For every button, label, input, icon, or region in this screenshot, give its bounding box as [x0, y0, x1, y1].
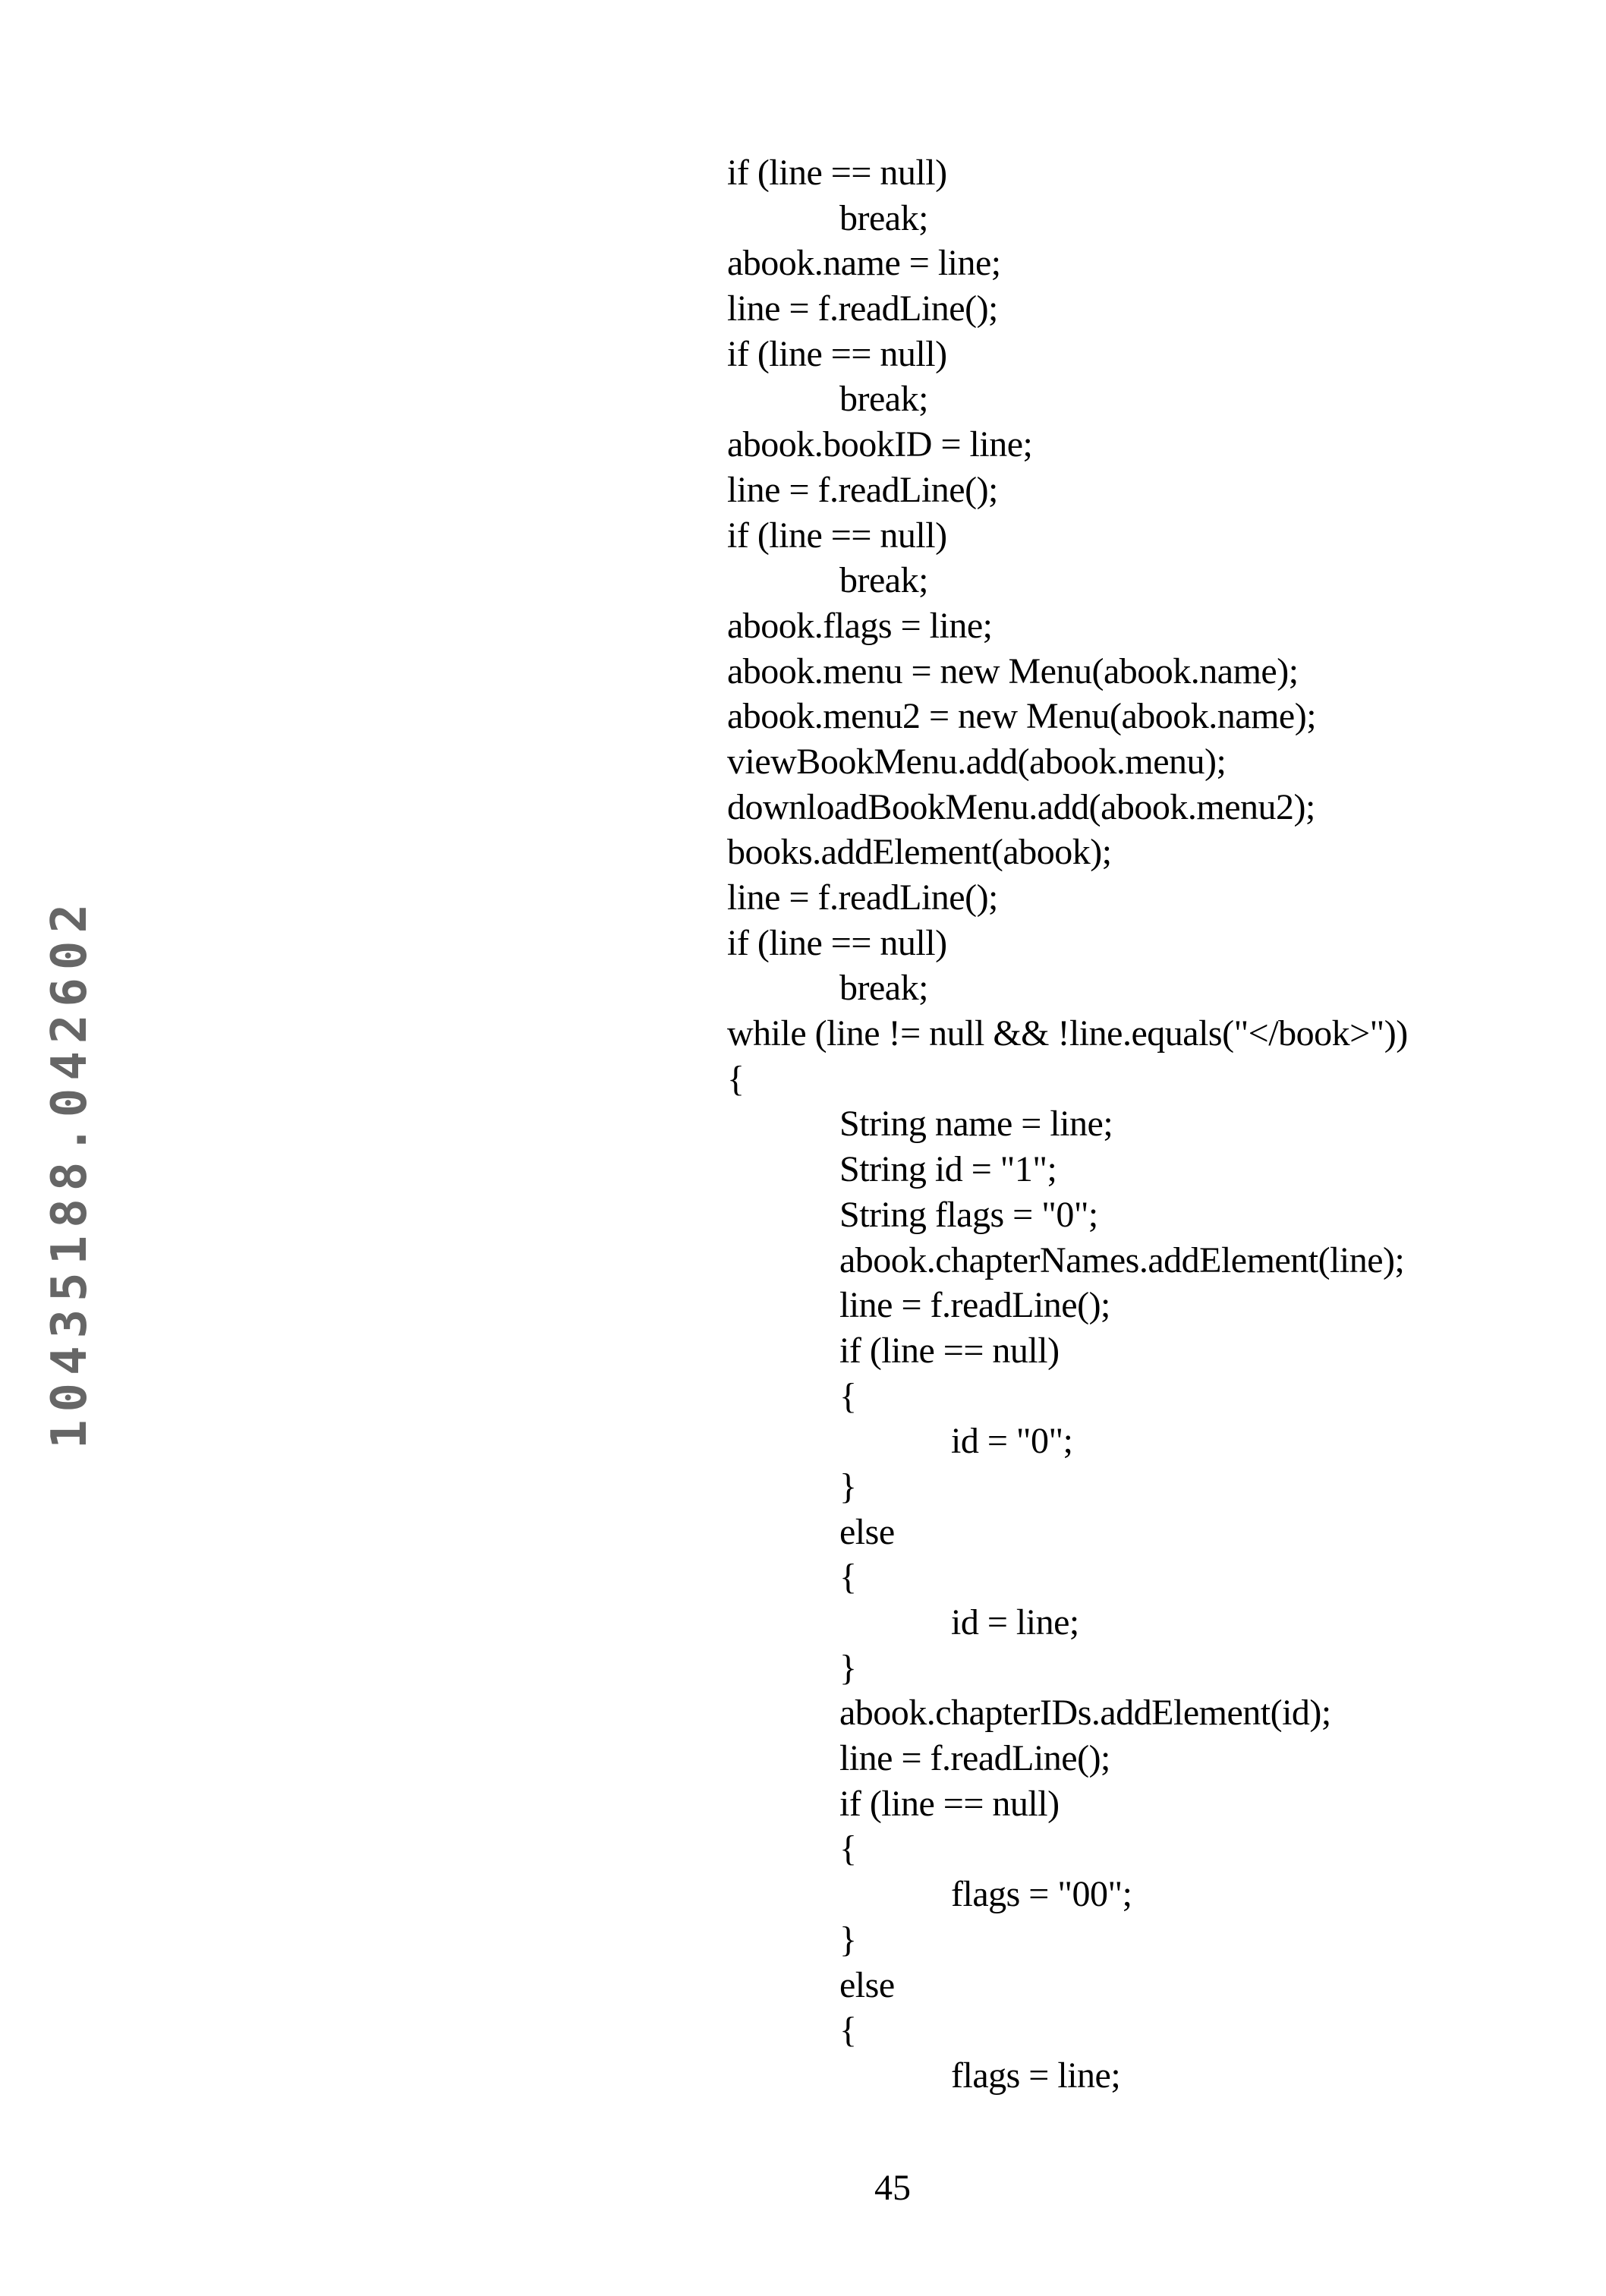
code-line: break;	[727, 965, 1408, 1011]
code-line: if (line == null)	[727, 513, 1408, 559]
code-line: {	[727, 1554, 1408, 1600]
code-line: else	[727, 1510, 1408, 1555]
code-line: line = f.readLine();	[727, 1283, 1408, 1328]
code-line: flags = "00";	[727, 1872, 1408, 1917]
code-line: downloadBookMenu.add(abook.menu2);	[727, 785, 1408, 830]
code-line: if (line == null)	[727, 150, 1408, 196]
code-line: else	[727, 1963, 1408, 2008]
code-line: {	[727, 2008, 1408, 2053]
code-line: line = f.readLine();	[727, 1736, 1408, 1781]
code-line: if (line == null)	[727, 1781, 1408, 1827]
code-line: String flags = "0";	[727, 1192, 1408, 1238]
code-line: viewBookMenu.add(abook.menu);	[727, 739, 1408, 785]
code-line: break;	[727, 376, 1408, 422]
code-line: }	[727, 1464, 1408, 1510]
page-number: 45	[874, 2167, 911, 2209]
code-line: line = f.readLine();	[727, 875, 1408, 921]
code-line: abook.flags = line;	[727, 603, 1408, 649]
code-line: id = line;	[727, 1600, 1408, 1646]
code-line: break;	[727, 196, 1408, 241]
code-line: abook.chapterNames.addElement(line);	[727, 1238, 1408, 1283]
code-line: abook.bookID = line;	[727, 422, 1408, 468]
code-line: abook.chapterIDs.addElement(id);	[727, 1690, 1408, 1736]
code-line: line = f.readLine();	[727, 286, 1408, 332]
code-line: id = "0";	[727, 1419, 1408, 1464]
code-line: line = f.readLine();	[727, 468, 1408, 513]
code-line: if (line == null)	[727, 332, 1408, 377]
code-line: {	[727, 1826, 1408, 1872]
code-listing	[727, 150, 1408, 2099]
code-line: String id = "1";	[727, 1147, 1408, 1192]
code-line: abook.menu = new Menu(abook.name);	[727, 649, 1408, 694]
code-line: }	[727, 1646, 1408, 1691]
code-line: while (line != null && !line.equals("</book>"))	[727, 1011, 1408, 1057]
code-line: books.addElement(abook);	[727, 830, 1408, 875]
code-line: abook.menu2 = new Menu(abook.name);	[727, 694, 1408, 739]
code-line: if (line == null)	[727, 1328, 1408, 1374]
code-line: String name = line;	[727, 1101, 1408, 1147]
code-line: if (line == null)	[727, 921, 1408, 966]
code-line: {	[727, 1057, 1408, 1102]
document-stamp: 10435188.042602	[42, 896, 98, 1449]
code-line: {	[727, 1374, 1408, 1419]
code-line: flags = line;	[727, 2053, 1408, 2099]
code-line: }	[727, 1917, 1408, 1963]
code-line: abook.name = line;	[727, 241, 1408, 286]
code-line: break;	[727, 558, 1408, 603]
